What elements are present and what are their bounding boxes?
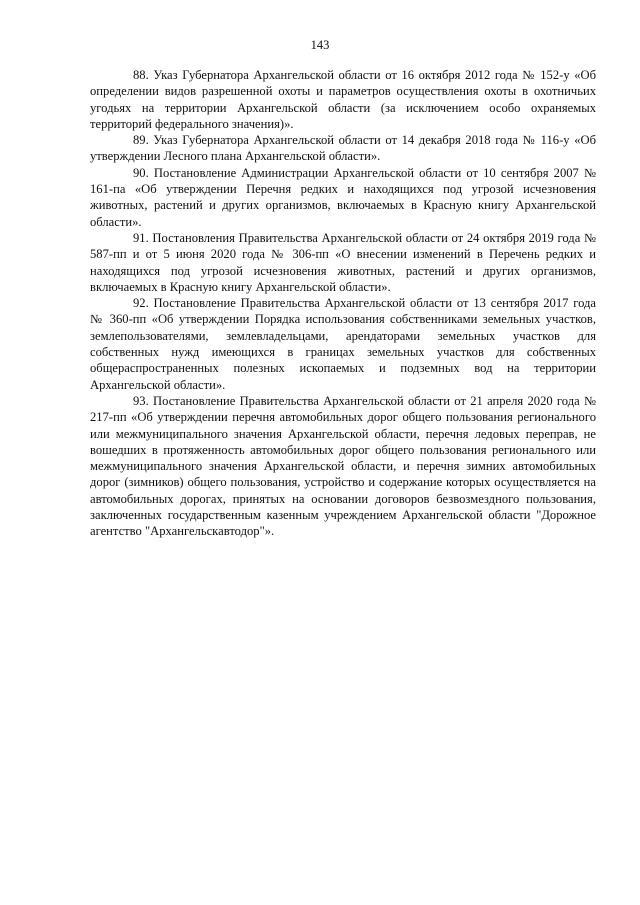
page-number: 143 <box>310 38 330 52</box>
list-item-89: 89. Указ Губернатора Архангельской области от 14 декабря 2018 года № 116-у «Об утверждении Лесного плана Архангельской области». <box>90 133 596 164</box>
list-item-91: 91. Постановления Правительства Архангельской области от 24 октября 2019 года № 587-пп и от 5 июня 2020 года № 306-пп «О внесении изменений в Перечень редких и находящихся под угрозой исчезновения животных, растений и других организмов, включаемых в Красную книгу Архангельской области». <box>90 230 596 294</box>
list-item-90: 90. Постановление Администрации Архангельской области от 10 сентября 2007 № 161-па «Об утверждении Перечня редких и находящихся под угрозой исчезновения животных, растений и других организмов, включаемых в Красную книгу Архангельской области». <box>90 165 596 229</box>
document-body <box>90 67 596 540</box>
list-item-92: 92. Постановление Правительства Архангельской области от 13 сентября 2017 года № 360-пп «Об утверждении Порядка использования собственниками земельных участков, землепользователями, землевладельцами, арендаторами земельных участков для собственных нужд имеющихся в границах земельных участков для собственных общераспространенных полезных ископаемых и подземных вод на территории Архангельской области». <box>90 296 596 392</box>
list-item-88: 88. Указ Губернатора Архангельской области от 16 октября 2012 года № 152-у «Об определении видов разрешенной охоты и параметров осуществления охоты в охотничьих угодьях на территории Архангельской области (за исключением особо охраняемых территорий федерального значения)». <box>90 68 596 131</box>
list-item-93: 93. Постановление Правительства Архангельской области от 21 апреля 2020 года № 217-пп «Об утверждении перечня автомобильных дорог общего пользования регионального или межмуниципального значения Архангельской области, перечня ледовых переправ, не вошедших в протяженность автомобильных дорог общего пользования регионального или межмуниципального значения Архангельской области, и перечня зимних автомобильных дорог (зимников) общего пользования, устройство и содержание которых осуществляется на автомобильных дорогах, принятых на основании договоров безвозмездного пользования, заключенных государственным казенным учреждением Архангельской области "Дорожное агентство "Архангельскавтодор"». <box>90 393 596 539</box>
